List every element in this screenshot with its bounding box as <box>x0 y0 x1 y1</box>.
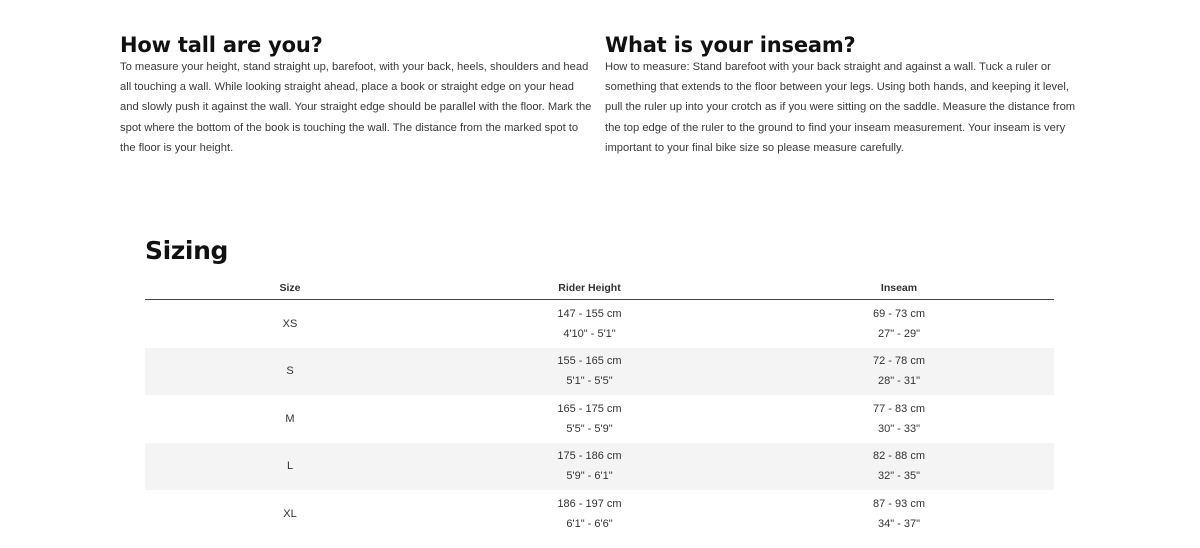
table-row <box>145 395 1054 443</box>
height-cm: 165 - 175 cm <box>557 402 622 415</box>
height-instructions: To measure your height, stand straight up, barefoot, with your back, heels, shoulders and head all touching a wall. While looking straight ahead, place a book or straight edge on your head and slowly push it against the wall. Your straight edge should be parallel with the floor. Mark the spot where the bottom of the book is touching the wall. The distance from the marked spot to the floor is your height. <box>120 61 592 154</box>
size-cell: XL <box>283 507 297 520</box>
rider-height-cell <box>435 443 744 491</box>
inseam-cm: 82 - 88 cm <box>873 450 925 463</box>
table-row <box>145 348 1054 396</box>
height-ft: 6'1" - 6'6" <box>566 517 613 530</box>
height-ft: 5'5" - 5'9" <box>566 422 613 435</box>
inseam-cm: 69 - 73 cm <box>873 307 925 320</box>
size-cell: XS <box>282 317 298 330</box>
header-rider-height: Rider Height <box>435 276 744 300</box>
sizing-title: Sizing <box>145 236 228 265</box>
rider-height-cell <box>435 395 744 443</box>
inseam-cell <box>744 395 1054 443</box>
height-ft: 4'10" - 5'1" <box>563 327 616 340</box>
header-size: Size <box>145 276 435 300</box>
inseam-in: 28" - 31" <box>877 375 921 388</box>
inseam-cm: 87 - 93 cm <box>873 497 925 510</box>
rider-height-cell <box>435 348 744 396</box>
table-row <box>145 443 1054 491</box>
sizing-header-row <box>145 276 1054 300</box>
inseam-cell <box>744 443 1054 491</box>
inseam-in: 30" - 33" <box>877 422 921 435</box>
height-cm: 186 - 197 cm <box>557 497 622 510</box>
inseam-in: 27" - 29" <box>877 327 921 340</box>
height-cm: 155 - 165 cm <box>557 355 622 368</box>
height-cm: 147 - 155 cm <box>557 307 622 320</box>
height-section <box>120 33 592 158</box>
inseam-in: 34" - 37" <box>877 517 921 530</box>
inseam-cell <box>744 348 1054 396</box>
rider-height-cell <box>435 300 744 348</box>
inseam-title: What is your inseam? <box>605 33 856 57</box>
inseam-cm: 77 - 83 cm <box>873 402 925 415</box>
sizing-table <box>145 276 1054 538</box>
height-ft: 5'9" - 6'1" <box>566 470 613 483</box>
header-inseam: Inseam <box>744 276 1054 300</box>
size-cell: M <box>285 412 295 425</box>
table-row <box>145 300 1054 348</box>
table-row <box>145 490 1054 538</box>
inseam-in: 32" - 35" <box>877 470 921 483</box>
rider-height-cell <box>435 490 744 538</box>
height-title: How tall are you? <box>120 33 323 57</box>
inseam-cell <box>744 300 1054 348</box>
inseam-cell <box>744 490 1054 538</box>
inseam-instructions: How to measure: Stand barefoot with your back straight and against a wall. Tuck a ruler or something that extends to the floor between your legs. Using both hands, and keeping it level, pull the ruler up into your crotch as if you were sitting on the saddle. Measure the distance from the top edge of the ruler to the ground to find your inseam measurement. Your inseam is very important to your final bike size so please measure carefully. <box>605 61 1076 154</box>
size-cell: L <box>145 443 435 491</box>
inseam-cm: 72 - 78 cm <box>873 355 925 368</box>
size-cell: S <box>145 348 435 396</box>
height-ft: 5'1" - 5'5" <box>566 375 613 388</box>
inseam-section <box>605 33 1080 158</box>
height-cm: 175 - 186 cm <box>557 450 622 463</box>
